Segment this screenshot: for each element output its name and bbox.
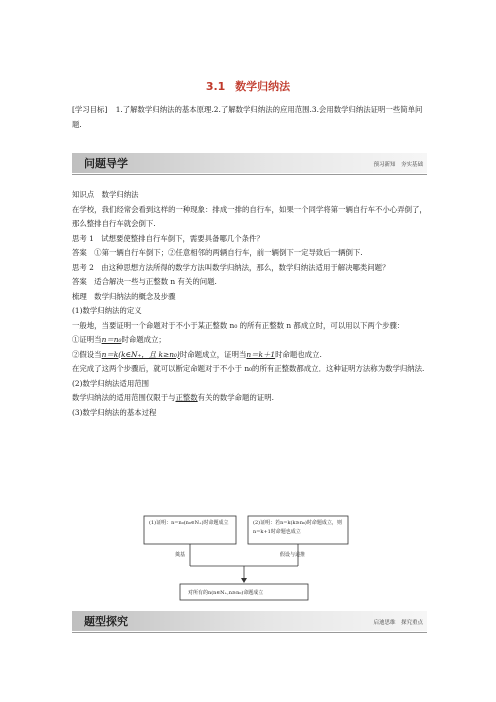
banner-divider xyxy=(72,632,427,633)
knowledge-point: 知识点 数学归纳法 xyxy=(72,190,139,199)
label-induction: 假设与递推 xyxy=(280,552,306,558)
scope-text xyxy=(72,391,427,406)
step-text: 时命题成立； xyxy=(121,335,166,344)
step-2 xyxy=(72,348,427,363)
objectives-label: [学习目标] xyxy=(72,105,108,114)
banner-title: 问题导学 xyxy=(84,157,128,170)
think-question-2: 思考 2 由这种思想方法所得的数学方法叫数学归纳法，那么，数学归纳法适用于解决哪类问题？ xyxy=(72,262,390,272)
scope-text-part: 数学归纳法的适用范围仅限于与 xyxy=(72,393,176,402)
body-text xyxy=(72,188,427,420)
scope-blank: 正整数 xyxy=(175,393,198,402)
subheading-process: (3)数学归纳法的基本过程 xyxy=(72,407,157,417)
step-1 xyxy=(72,333,427,348)
summary-heading: 梳理 数学归纳法的概念及步骤 xyxy=(72,291,176,301)
step-text: 时命题也成立. xyxy=(275,349,322,359)
scope-text-part: 有关的数学命题的证明. xyxy=(197,393,274,402)
section-banner-questions xyxy=(72,153,427,173)
paragraph: 在完成了这两个步骤后，就可以断定命题对于不小于 n₀的所有正整数都成立．这种证明方法称为数学归纳法. xyxy=(72,364,425,373)
label-base: 奠基 xyxy=(175,552,186,558)
answer-1: 答案 ①第一辆自行车倒下；②任意相邻的两辆自行车，前一辆倒下一定导致后一辆倒下. xyxy=(72,248,363,257)
step-text: ②假设当 xyxy=(72,349,102,359)
flow-result: 对所有的n(n∈N₊,n≥n₀)命题成立 xyxy=(188,590,264,596)
step-text: ①证明当 xyxy=(72,335,102,344)
section-title: 数学归纳法 xyxy=(235,80,291,93)
learning-objectives xyxy=(72,103,427,132)
page-title xyxy=(0,78,496,94)
banner-divider xyxy=(72,174,427,175)
banner-title: 题型探究 xyxy=(84,615,128,628)
section-banner-types xyxy=(72,611,427,631)
banner-subtitle: 预习新知 夯实基础 xyxy=(373,162,423,168)
paragraph: 在学校，我们经常会看到这样的一种现象：排成一排的自行车，如果一个同学将第一辆自行车不小心弄倒了，那么整排自行车就会倒下. xyxy=(72,204,427,228)
flow-box-induction: (2)证明：若n=k(k≥n₀)时命题成立，则n=k+1时命题也成立 xyxy=(253,520,342,535)
step-blank: n＝k(k∈N₊，且 k≥n₀) xyxy=(101,349,180,359)
arrow-head xyxy=(241,578,247,583)
think-question-1: 思考 1 试想要使整排自行车倒下，需要具备哪几个条件？ xyxy=(72,233,264,243)
flow-box-base: (1)证明：n=n₀(n₀∈N₊)时命题成立 xyxy=(149,520,229,526)
banner-subtitle: 启迪思维 探究重点 xyxy=(373,620,423,626)
process-flowchart xyxy=(140,514,350,606)
answer-2: 答案 适合解决一些与正整数 n 有关的问题. xyxy=(72,277,217,286)
objectives-text: 1.了解数学归纳法的基本原理.2.了解数学归纳法的应用范围.3.会用数学归纳法证明一些简单问题. xyxy=(72,105,423,129)
step-blank: n＝k＋1 xyxy=(246,349,276,359)
subheading-scope: (2)数学归纳法适用范围 xyxy=(72,378,149,388)
step-text: 时命题成立，证明当 xyxy=(179,349,247,359)
paragraph: 一般地，当要证明一个命题对于不小于某正整数 n₀ 的所有正整数 n 都成立时，可以用以下两个步骤： xyxy=(72,320,405,330)
section-number: 3.1 xyxy=(205,80,226,93)
subheading-definition: (1)数学归纳法的定义 xyxy=(72,306,142,315)
step-blank: n＝n₀ xyxy=(101,335,122,344)
